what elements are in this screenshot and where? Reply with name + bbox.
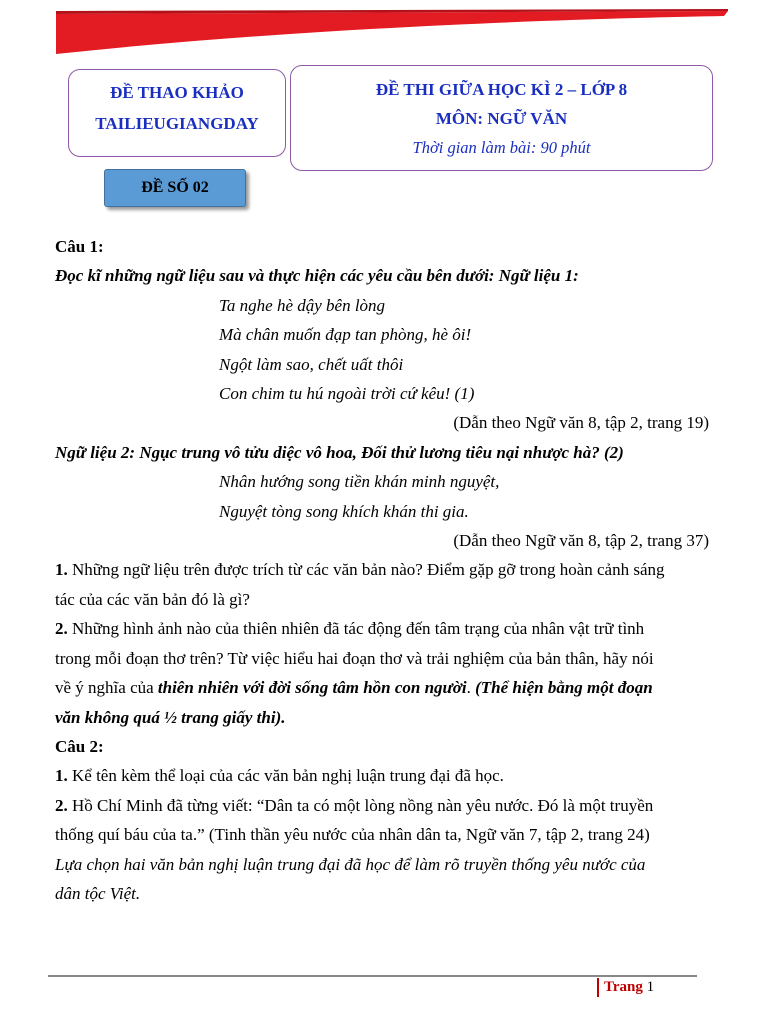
poem1-line: Ngột làm sao, chết uất thôi [219, 354, 404, 374]
page-label: Trang [604, 979, 643, 995]
question-number: 1. [55, 560, 68, 580]
poem1-line: Con chim tu hú ngoài trời cứ kêu! (1) [219, 384, 475, 404]
footer-accent-bar [597, 978, 599, 997]
cau1-question-2-cont [55, 673, 715, 702]
poem1-source: (Dẫn theo Ngữ văn 8, tập 2, trang 19) [453, 413, 709, 433]
emphasis-text: thiên nhiên với đời sống tâm hồn con người [157, 678, 467, 698]
question-text: Những hình ảnh nào của thiên nhiên đã tác động đến tâm trạng của nhân vật trữ tình [67, 619, 645, 639]
exam-number-badge: ĐỀ SỐ 02 [104, 169, 246, 207]
ngu-lieu-2: Ngữ liệu 2: Ngục trung vô tửu diệc vô hoa, Đối thử lương tiêu nại nhược hà? (2) [55, 442, 624, 462]
emphasis-text: (Thể hiện bằng một đoạn [475, 678, 653, 698]
source-name: TAILIEUGIANGDAY [95, 114, 259, 133]
poem2-line: Nhân hướng song tiền khán minh nguyệt, [219, 472, 500, 492]
cau1-question-1 [55, 555, 715, 584]
cau2-heading: Câu 2: [55, 736, 104, 756]
text-run: về ý nghĩa của [55, 678, 158, 698]
cau1-question-2 [55, 614, 715, 643]
cau1-question-2-cont: văn không quá ½ trang giấy thi). [55, 707, 286, 727]
cau1-instruction: Đọc kĩ những ngữ liệu sau và thực hiện các yêu cầu bên dưới: Ngữ liệu 1: [55, 266, 579, 286]
cau2-question-1 [55, 761, 715, 790]
poem1-line: Mà chân muốn đạp tan phòng, hè ôi! [219, 325, 472, 345]
question-number: 1. [55, 766, 68, 786]
cau1-question-1-cont: tác của các văn bản đó là gì? [55, 589, 250, 609]
page-number: 1 [646, 979, 655, 995]
source-box [68, 69, 286, 157]
text-run: . [466, 678, 476, 698]
poem2-line: Nguyệt tòng song khích khán thi gia. [219, 501, 469, 521]
question-number: 2. [55, 795, 68, 815]
page-footer [604, 979, 654, 996]
question-text: Những ngữ liệu trên được trích từ các văn bản nào? Điểm gặp gỡ trong hoàn cảnh sáng [67, 560, 665, 580]
cau2-question-2 [55, 791, 715, 820]
red-banner-decoration [0, 0, 768, 60]
exam-info-box [290, 65, 713, 171]
cau2-question-2-cont: dân tộc Việt. [55, 883, 141, 903]
cau2-question-2-cont: Lựa chọn hai văn bản nghị luận trung đại đã học để làm rõ truyền thống yêu nước của [55, 854, 646, 874]
exam-subject: MÔN: NGỮ VĂN [435, 109, 568, 128]
poem2-source: (Dẫn theo Ngữ văn 8, tập 2, trang 37) [453, 531, 709, 551]
cau2-question-2-cont: thống quí báu của ta.” (Tinh thần yêu nước của nhân dân ta, Ngữ văn 7, tập 2, trang 24) [55, 825, 650, 845]
question-number: 2. [55, 619, 68, 639]
question-text: Kể tên kèm thể loại của các văn bản nghị luận trung đại đã học. [67, 766, 504, 786]
cau1-question-2-cont: trong mỗi đoạn thơ trên? Từ việc hiểu hai đoạn thơ và trải nghiệm của bản thân, hãy nói [55, 648, 654, 668]
question-text: Hồ Chí Minh đã từng viết: “Dân ta có một lòng nồng nàn yêu nước. Đó là một truyền [67, 795, 654, 815]
source-title: ĐỀ THAO KHẢO [110, 83, 244, 102]
footer-divider [48, 975, 697, 977]
poem1-line: Ta nghe hè dậy bên lòng [219, 295, 386, 315]
exam-content [55, 232, 715, 908]
exam-time-limit: Thời gian làm bài: 90 phút [412, 138, 591, 157]
cau1-heading: Câu 1: [55, 237, 104, 256]
exam-title: ĐỀ THI GIỮA HỌC KÌ 2 – LỚP 8 [375, 80, 628, 99]
